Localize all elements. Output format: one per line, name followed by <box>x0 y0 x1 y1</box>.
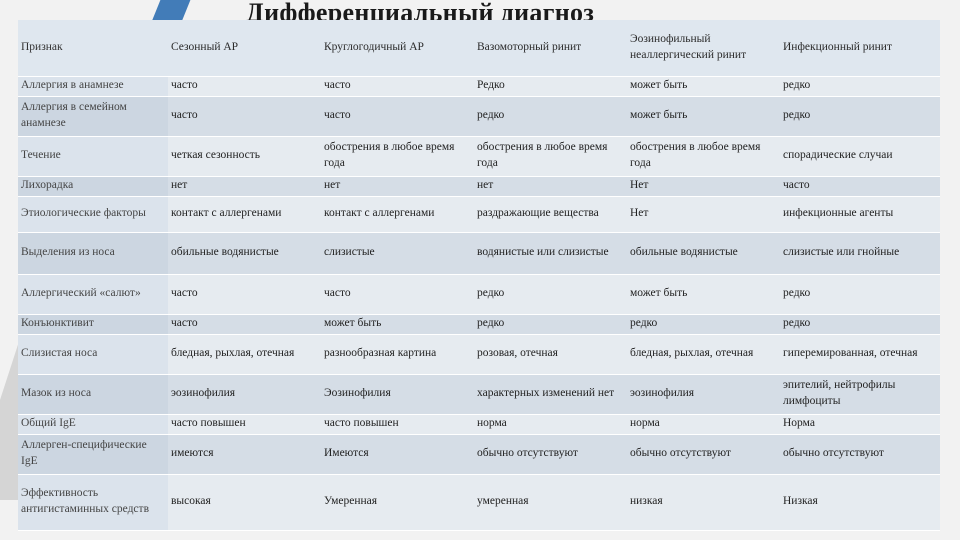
table-cell: часто повышен <box>321 414 474 434</box>
table-body <box>18 76 940 530</box>
table-cell: четкая сезонность <box>168 136 321 176</box>
page-title: Дифференциальный диагноз <box>245 0 595 27</box>
table-cell: высокая <box>168 474 321 530</box>
table-row <box>18 314 940 334</box>
row-label: Течение <box>18 136 168 176</box>
table-cell: обострения в любое время года <box>474 136 627 176</box>
column-header: Сезонный АР <box>168 20 321 76</box>
table-cell: нет <box>474 176 627 196</box>
table-cell: раздражающие вещества <box>474 196 627 232</box>
table-cell: розовая, отечная <box>474 334 627 374</box>
table-cell: обычно отсутствуют <box>780 434 940 474</box>
table-cell: имеются <box>168 434 321 474</box>
table-cell: Имеются <box>321 434 474 474</box>
table-cell: редко <box>780 96 940 136</box>
table-cell: слизистые или гнойные <box>780 232 940 274</box>
table-row <box>18 374 940 414</box>
table-cell: спорадические случаи <box>780 136 940 176</box>
table-cell: инфекционные агенты <box>780 196 940 232</box>
table-row <box>18 474 940 530</box>
table-row <box>18 176 940 196</box>
table-row <box>18 232 940 274</box>
table-cell: редко <box>474 96 627 136</box>
table-cell: Норма <box>780 414 940 434</box>
table-cell: часто <box>168 274 321 314</box>
row-label: Аллерген-специфические IgE <box>18 434 168 474</box>
table-cell: часто <box>168 96 321 136</box>
table-cell: обычно отсутствуют <box>474 434 627 474</box>
table-row <box>18 434 940 474</box>
column-header-feature: Признак <box>18 20 168 76</box>
column-header: Круглогодичный АР <box>321 20 474 76</box>
differential-diagnosis-table <box>18 20 940 531</box>
row-label: Выделения из носа <box>18 232 168 274</box>
table-cell: может быть <box>627 76 780 96</box>
row-label: Конъюнктивит <box>18 314 168 334</box>
table-row <box>18 136 940 176</box>
table-row <box>18 274 940 314</box>
table-row <box>18 334 940 374</box>
table-header <box>18 20 940 76</box>
row-label: Мазок из носа <box>18 374 168 414</box>
table-cell: нет <box>321 176 474 196</box>
table-cell: Эозинофилия <box>321 374 474 414</box>
table-cell: норма <box>627 414 780 434</box>
table-cell: часто <box>168 314 321 334</box>
table-cell: Низкая <box>780 474 940 530</box>
table-cell: редко <box>780 274 940 314</box>
table-cell: разнообразная картина <box>321 334 474 374</box>
table-row <box>18 96 940 136</box>
header-row <box>18 20 940 76</box>
table-cell: редко <box>780 76 940 96</box>
row-label: Аллергический «салют» <box>18 274 168 314</box>
table-cell: Нет <box>627 196 780 232</box>
table-row <box>18 76 940 96</box>
row-label: Общий IgE <box>18 414 168 434</box>
table-row <box>18 196 940 232</box>
table-cell: эозинофилия <box>627 374 780 414</box>
table-cell: характерных изменений нет <box>474 374 627 414</box>
row-label: Аллергия в анамнезе <box>18 76 168 96</box>
table-cell: Редко <box>474 76 627 96</box>
table-cell: обильные водянистые <box>168 232 321 274</box>
table-cell: может быть <box>321 314 474 334</box>
row-label: Этиологические факторы <box>18 196 168 232</box>
table-cell: Умеренная <box>321 474 474 530</box>
table-cell: часто <box>321 76 474 96</box>
table-cell: часто повышен <box>168 414 321 434</box>
table-cell: редко <box>474 314 627 334</box>
table-cell: эпителий, нейтрофилы лимфоциты <box>780 374 940 414</box>
table-cell: может быть <box>627 274 780 314</box>
table-cell: бледная, рыхлая, отечная <box>168 334 321 374</box>
table-cell: часто <box>780 176 940 196</box>
table-cell: бледная, рыхлая, отечная <box>627 334 780 374</box>
table-cell: обычно отсутствуют <box>627 434 780 474</box>
row-label: Лихорадка <box>18 176 168 196</box>
table-cell: водянистые или слизистые <box>474 232 627 274</box>
column-header: Вазомоторный ринит <box>474 20 627 76</box>
table-cell: часто <box>321 96 474 136</box>
table-cell: гиперемированная, отечная <box>780 334 940 374</box>
table-cell: норма <box>474 414 627 434</box>
table-cell: редко <box>627 314 780 334</box>
table-cell: эозинофилия <box>168 374 321 414</box>
table-cell: обострения в любое время года <box>321 136 474 176</box>
table-cell: обильные водянистые <box>627 232 780 274</box>
table-cell: может быть <box>627 96 780 136</box>
table-cell: слизистые <box>321 232 474 274</box>
table-cell: редко <box>780 314 940 334</box>
table-cell: Нет <box>627 176 780 196</box>
table-cell: часто <box>168 76 321 96</box>
row-label: Эффективность антигистаминных средств <box>18 474 168 530</box>
row-label: Слизистая носа <box>18 334 168 374</box>
table-cell: низкая <box>627 474 780 530</box>
column-header: Эозинофильный неаллергический ринит <box>627 20 780 76</box>
table-cell: контакт с аллергенами <box>168 196 321 232</box>
column-header: Инфекционный ринит <box>780 20 940 76</box>
table-cell: нет <box>168 176 321 196</box>
table-cell: редко <box>474 274 627 314</box>
table-cell: часто <box>321 274 474 314</box>
table-cell: обострения в любое время года <box>627 136 780 176</box>
row-label: Аллергия в семейном анамнезе <box>18 96 168 136</box>
table-row <box>18 414 940 434</box>
table-cell: умеренная <box>474 474 627 530</box>
table-cell: контакт с аллергенами <box>321 196 474 232</box>
